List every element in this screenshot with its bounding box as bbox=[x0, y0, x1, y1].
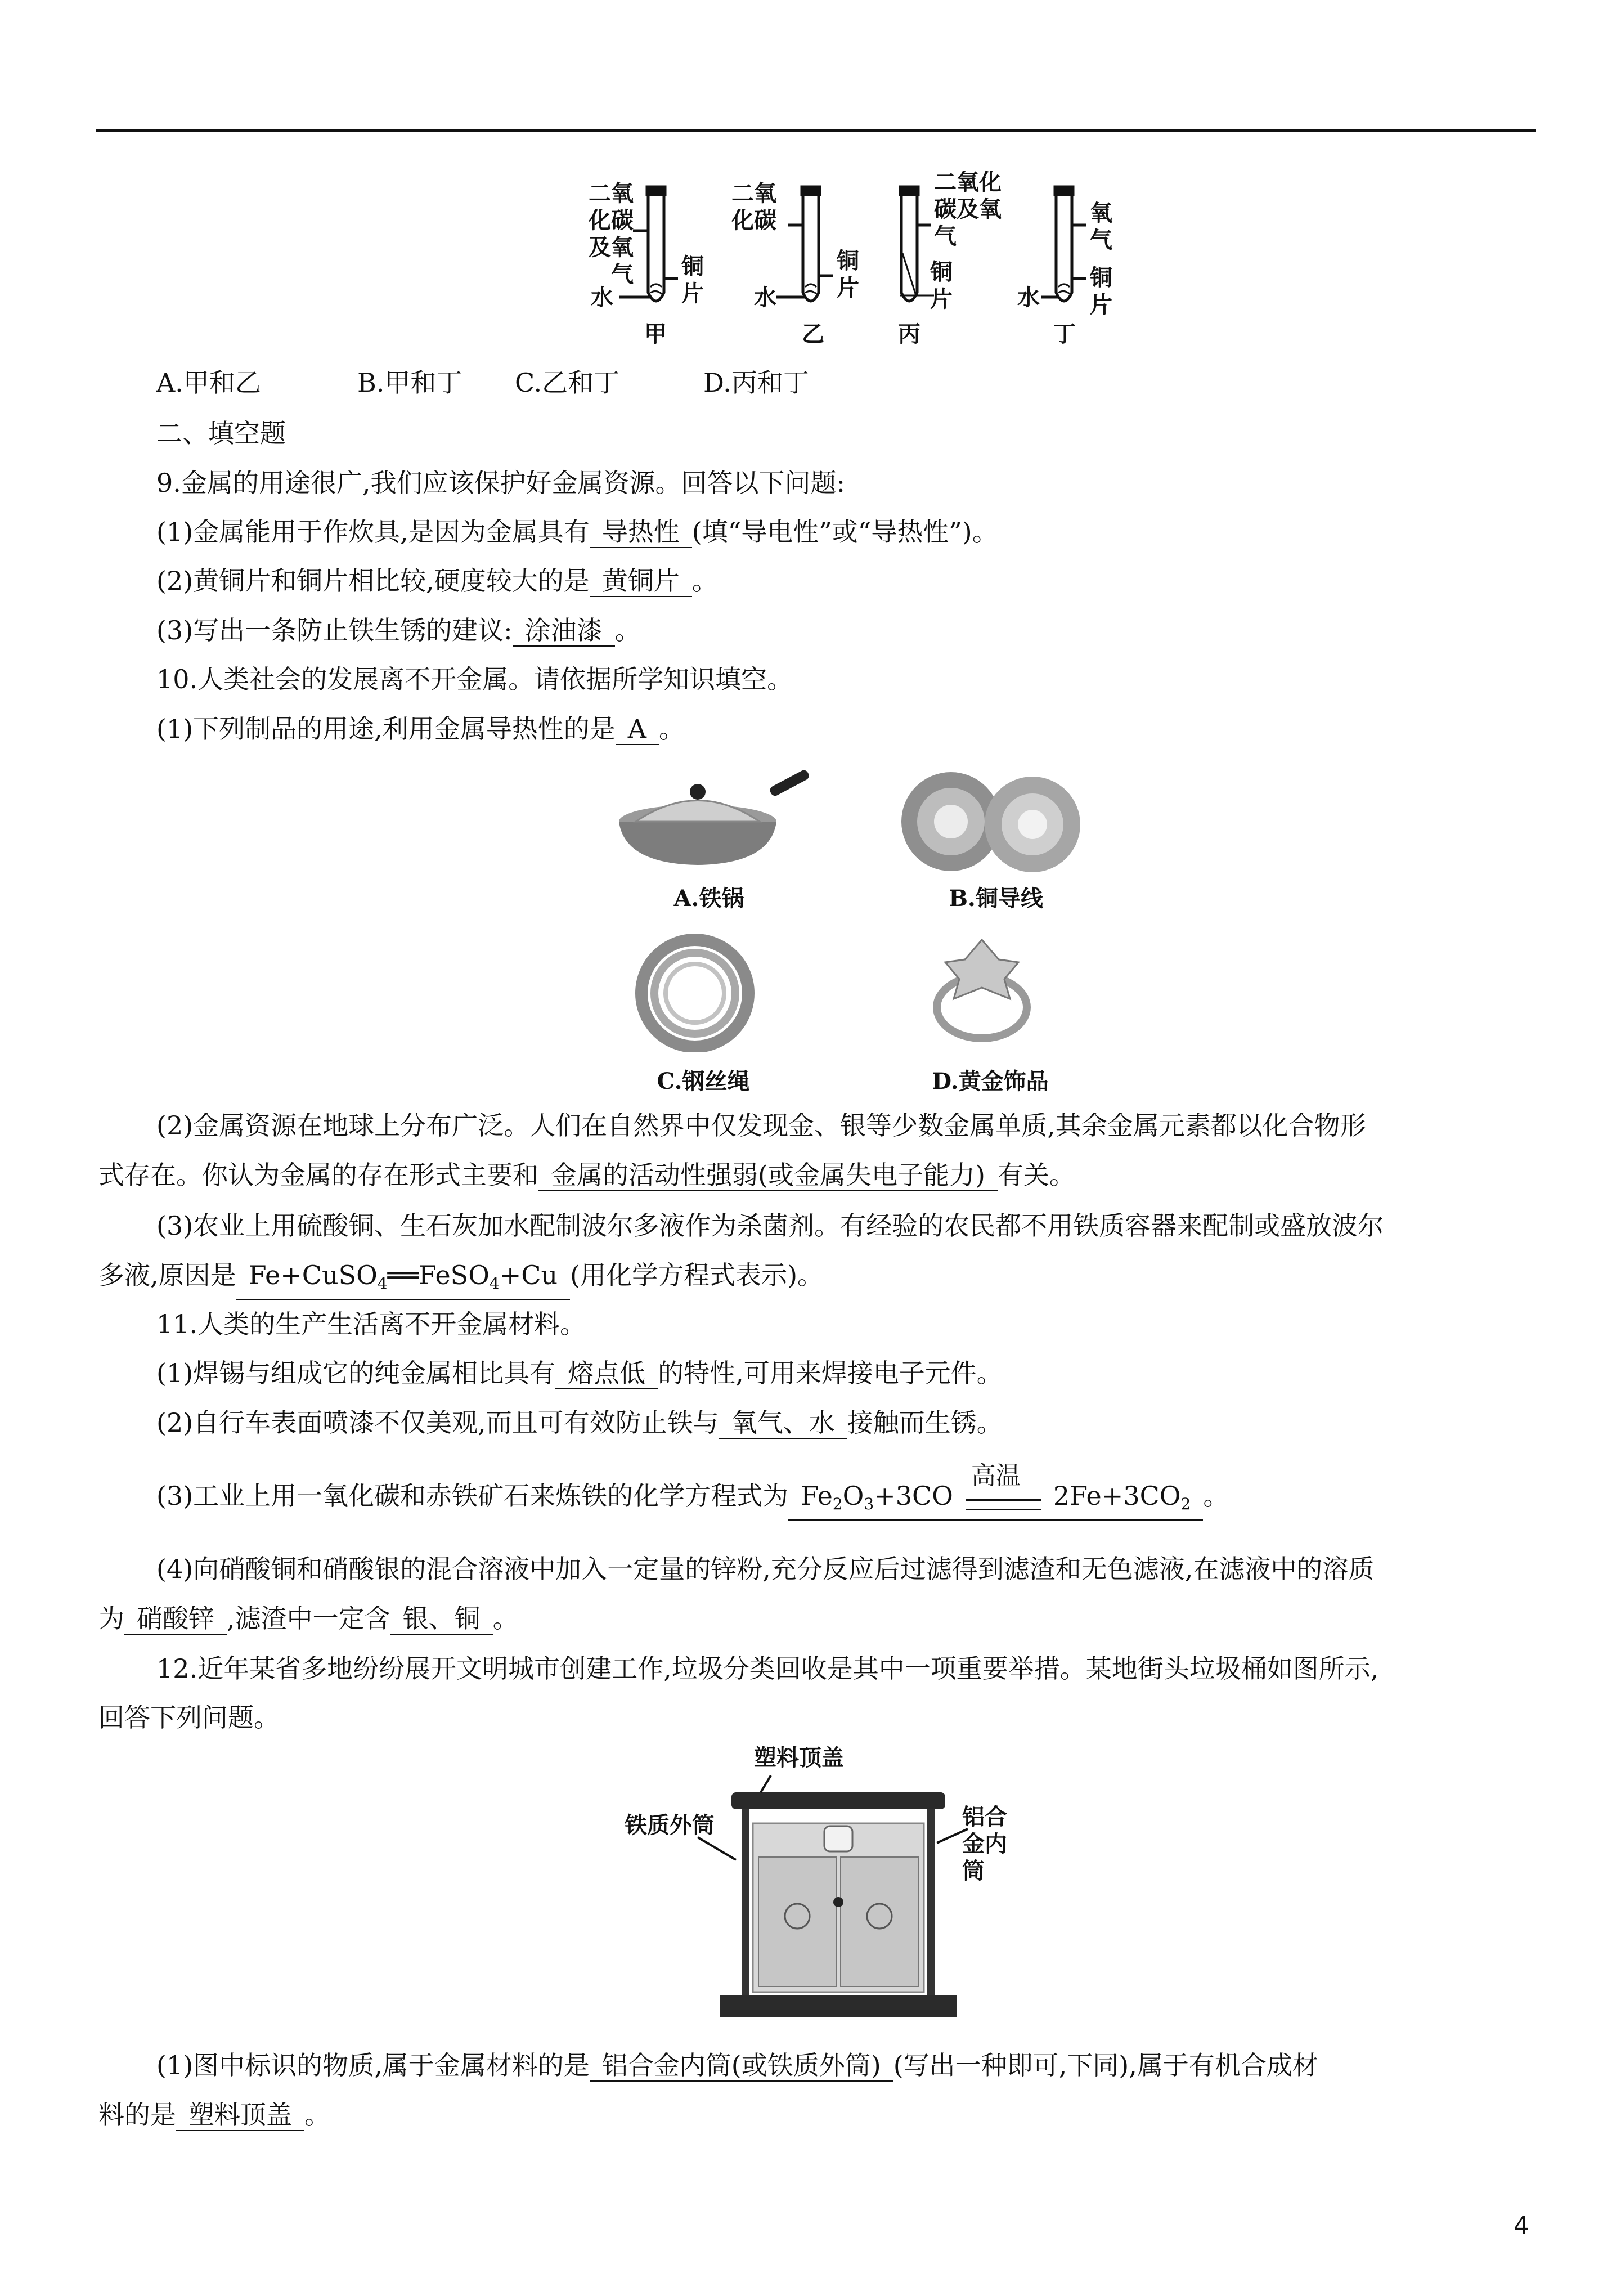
q8-option-b: B.甲和丁 bbox=[357, 367, 462, 398]
tube-bing-name: 丙 bbox=[898, 321, 920, 347]
tube-ding-liquid-label: 水 bbox=[1017, 284, 1040, 311]
q9-stem: 9.金属的用途很广,我们应该保护好金属资源。回答以下问题: bbox=[156, 468, 846, 498]
q10-p2-answer: 金属的活动性强弱(或金属失电子能力) bbox=[538, 1160, 998, 1191]
q11-part3 bbox=[156, 1461, 1229, 1521]
q8-option-c: C.乙和丁 bbox=[515, 367, 620, 398]
tube-jia-name: 甲 bbox=[644, 321, 667, 347]
iron-wok-image bbox=[602, 768, 816, 875]
q11-p1-answer: 熔点低 bbox=[555, 1358, 658, 1389]
q12-p1-mid: (写出一种即可,下同),属于有机合成材 bbox=[893, 2050, 1318, 2080]
q11-part1 bbox=[156, 1356, 1003, 1390]
q12-p1-answer: 铝合金内筒(或铁质外筒) bbox=[590, 2050, 893, 2082]
q10-part1 bbox=[156, 712, 685, 746]
q9-part2 bbox=[156, 564, 718, 598]
q9-p3-post: 。 bbox=[614, 615, 641, 645]
bin-inner-label: 铝合金内筒 bbox=[962, 1804, 1007, 1884]
q12-p1-pre: (1)图中标识的物质,属于金属材料的是 bbox=[156, 2050, 590, 2080]
q10-p3-post: (用化学方程式表示)。 bbox=[570, 1260, 824, 1290]
tube-jia-metal-label: 铜片 bbox=[681, 253, 704, 307]
eq-part: +3CO bbox=[874, 1481, 953, 1511]
bin-top-label: 塑料顶盖 bbox=[754, 1745, 844, 1771]
q11-p2-answer: 氧气、水 bbox=[719, 1407, 847, 1439]
tube-ding-name: 丁 bbox=[1053, 321, 1076, 347]
q10-p1-post: 。 bbox=[659, 714, 685, 744]
copper-wire-image bbox=[889, 763, 1103, 875]
q10-p1-pre: (1)下列制品的用途,利用金属导热性的是 bbox=[156, 714, 616, 744]
header-rule bbox=[96, 129, 1536, 132]
q10-stem: 10.人类社会的发展离不开金属。请依据所学知识填空。 bbox=[156, 664, 793, 694]
bin-outer-label: 铁质外筒 bbox=[625, 1812, 715, 1838]
reaction-arrow bbox=[961, 1461, 1045, 1519]
tube-ding-metal-label: 铜片 bbox=[1090, 264, 1112, 318]
test-tube-figure bbox=[563, 169, 1142, 355]
q10-p3-answer bbox=[236, 1260, 571, 1300]
q8-option-d: D.丙和丁 bbox=[703, 367, 809, 398]
q12-part1-line1 bbox=[156, 2048, 1318, 2082]
q11-part4-line2 bbox=[98, 1602, 519, 1635]
q12-p1-answer2: 塑料顶盖 bbox=[176, 2100, 304, 2131]
q12-part1-line2 bbox=[98, 2098, 330, 2132]
section-heading: 二、填空题 bbox=[156, 418, 286, 449]
q11-p2-pre: (2)自行车表面喷漆不仅美观,而且可有效防止铁与 bbox=[156, 1407, 719, 1438]
q11-part2 bbox=[156, 1406, 1003, 1440]
q12-p1-l2-pre: 料的是 bbox=[98, 2100, 176, 2130]
q9-p1-pre: (1)金属能用于作炊具,是因为金属具有 bbox=[156, 517, 590, 547]
steel-wire-rope-image bbox=[633, 934, 757, 1052]
eq-part: Fe bbox=[801, 1481, 833, 1511]
trash-bin-drawing bbox=[613, 1745, 1063, 2026]
tube-yi-metal-label: 铜片 bbox=[837, 248, 859, 301]
eq-part: +Cu bbox=[499, 1260, 558, 1290]
q11-p4-pre: 为 bbox=[98, 1603, 124, 1634]
q10-part3-line1: (3)农业上用硫酸铜、生石灰加水配制波尔多液作为杀菌剂。有经验的农民都不用铁质容器来配制或盛放波尔 bbox=[156, 1210, 1384, 1241]
q11-p4-mid: ,滤渣中一定含 bbox=[227, 1603, 390, 1634]
q9-part3 bbox=[156, 613, 641, 647]
q11-p1-pre: (1)焊锡与组成它的纯金属相比具有 bbox=[156, 1358, 556, 1388]
q12-p1-post: 。 bbox=[304, 2100, 330, 2130]
q11-p3-pre: (3)工业上用一氧化碳和赤铁矿石来炼铁的化学方程式为 bbox=[156, 1481, 789, 1511]
q10-p1-answer: A bbox=[616, 714, 659, 745]
item-c-caption: C.钢丝绳 bbox=[657, 1068, 750, 1095]
q10-p2-post: 有关。 bbox=[997, 1160, 1075, 1190]
q11-p3-answer bbox=[788, 1461, 1203, 1521]
tube-bing-metal-label: 铜片 bbox=[930, 259, 953, 312]
q9-p3-answer: 涂油漆 bbox=[513, 615, 615, 647]
eq-sub: 4 bbox=[489, 1274, 500, 1293]
q11-p4-answer2: 银、铜 bbox=[390, 1603, 493, 1635]
q10-part2-line2 bbox=[98, 1158, 1075, 1192]
tube-bing-gas-label: 二氧化碳及氧气 bbox=[934, 169, 1002, 249]
reaction-condition: 高温 bbox=[971, 1461, 1021, 1490]
q12-stem-line2: 回答下列问题。 bbox=[98, 1702, 280, 1733]
eq-part: Fe+CuSO bbox=[248, 1260, 378, 1290]
q9-p1-answer: 导热性 bbox=[590, 517, 692, 548]
tube-jia-gas-label: 二氧化碳及氧气 bbox=[589, 180, 634, 288]
q10-p2-pre: 式存在。你认为金属的存在形式主要和 bbox=[98, 1160, 538, 1190]
q11-p3-post: 。 bbox=[1203, 1481, 1229, 1511]
q9-part1 bbox=[156, 515, 998, 549]
q9-p2-answer: 黄铜片 bbox=[590, 566, 692, 597]
item-d-caption: D.黄金饰品 bbox=[932, 1068, 1049, 1095]
item-b-caption: B.铜导线 bbox=[949, 885, 1043, 912]
eq-sub: 3 bbox=[864, 1495, 874, 1513]
q9-p2-post: 。 bbox=[691, 566, 718, 596]
q9-p3-pre: (3)写出一条防止铁生锈的建议: bbox=[156, 615, 513, 645]
q11-p4-post: 。 bbox=[492, 1603, 519, 1634]
q8-option-a: A.甲和乙 bbox=[156, 367, 261, 398]
eq-sub: 2 bbox=[832, 1495, 843, 1513]
q11-stem: 11.人类的生产生活离不开金属材料。 bbox=[156, 1309, 586, 1339]
q9-p2-pre: (2)黄铜片和铜片相比较,硬度较大的是 bbox=[156, 566, 590, 596]
tube-yi-gas-label: 二氧化碳 bbox=[731, 180, 776, 234]
trash-bin-figure bbox=[613, 1745, 1063, 2026]
tube-yi-liquid-label: 水 bbox=[754, 284, 776, 311]
q11-p4-answer1: 硝酸锌 bbox=[124, 1603, 227, 1635]
q9-p1-post: (填“导电性”或“导热性”)。 bbox=[691, 517, 998, 547]
tube-yi-name: 乙 bbox=[802, 321, 824, 347]
item-a-caption: A.铁锅 bbox=[673, 885, 744, 912]
q10-p3-pre: 多液,原因是 bbox=[98, 1260, 236, 1290]
eq-part: O bbox=[842, 1481, 864, 1511]
page-number: 4 bbox=[1514, 2212, 1529, 2240]
q11-p1-post: 的特性,可用来焊接电子元件。 bbox=[658, 1358, 1003, 1388]
eq-sub: 4 bbox=[377, 1274, 388, 1293]
gold-ring-image bbox=[920, 929, 1044, 1047]
equals-sign bbox=[966, 1499, 1041, 1510]
q10-part3-line2 bbox=[98, 1258, 823, 1300]
q11-p2-post: 接触而生锈。 bbox=[847, 1407, 1003, 1438]
tube-ding-gas-label: 氧气 bbox=[1090, 200, 1112, 253]
eq-part: 2Fe+3CO bbox=[1053, 1481, 1181, 1511]
q12-stem-line1: 12.近年某省多地纷纷展开文明城市创建工作,垃圾分类回收是其中一项重要举措。某地街头垃圾桶如图所示, bbox=[156, 1653, 1379, 1684]
tube-jia-liquid-label: 水 bbox=[591, 284, 613, 311]
q10-part2-line1: (2)金属资源在地球上分布广泛。人们在自然界中仅发现金、银等少数金属单质,其余金属元素都以化合物形 bbox=[156, 1110, 1366, 1141]
eq-part: ══FeSO bbox=[387, 1260, 490, 1290]
q11-part4-line1: (4)向硝酸铜和硝酸银的混合溶液中加入一定量的锌粉,充分反应后过滤得到滤渣和无色滤液,在滤液中的溶质 bbox=[156, 1554, 1375, 1584]
eq-sub: 2 bbox=[1180, 1495, 1191, 1513]
